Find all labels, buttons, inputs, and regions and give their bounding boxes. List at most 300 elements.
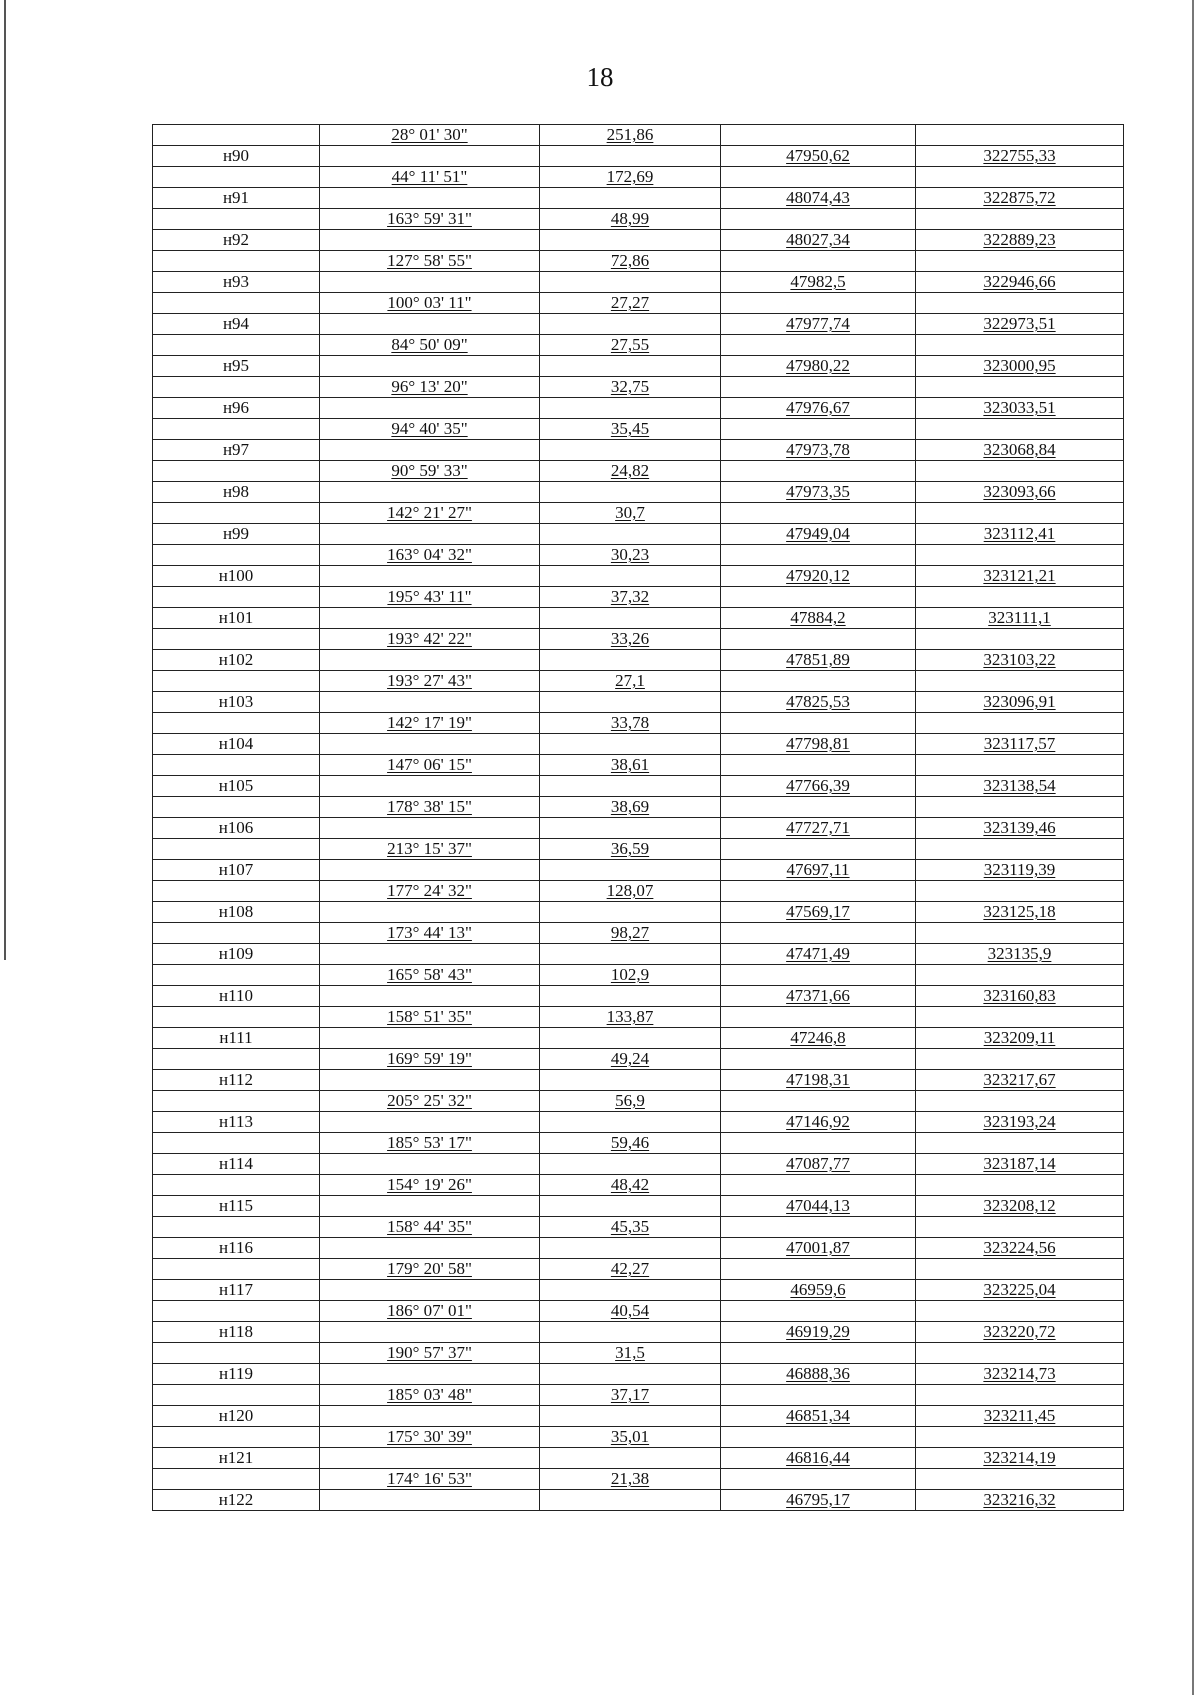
x-coordinate-cell: 48074,43 (721, 188, 916, 209)
x-coordinate-cell (721, 881, 916, 902)
distance-cell: 33,26 (540, 629, 721, 650)
y-coordinate-cell: 323220,72 (916, 1322, 1124, 1343)
table-row (153, 1448, 1124, 1469)
point-name-cell (153, 1343, 320, 1364)
direction-angle-cell: 96° 13' 20" (320, 377, 540, 398)
direction-angle-cell: 190° 57' 37" (320, 1343, 540, 1364)
direction-angle-cell (320, 1028, 540, 1049)
direction-angle-cell: 147° 06' 15" (320, 755, 540, 776)
table-row (153, 524, 1124, 545)
distance-cell: 30,23 (540, 545, 721, 566)
distance-cell: 35,45 (540, 419, 721, 440)
distance-cell (540, 314, 721, 335)
point-name-cell (153, 713, 320, 734)
distance-cell: 24,82 (540, 461, 721, 482)
point-name-cell (153, 629, 320, 650)
x-coordinate-cell: 46888,36 (721, 1364, 916, 1385)
direction-angle-cell: 193° 42' 22" (320, 629, 540, 650)
direction-angle-cell: 28° 01' 30" (320, 125, 540, 146)
direction-angle-cell (320, 482, 540, 503)
point-name-cell: н112 (153, 1070, 320, 1091)
y-coordinate-cell (916, 377, 1124, 398)
distance-cell (540, 1448, 721, 1469)
point-name-cell (153, 1427, 320, 1448)
direction-angle-cell: 213° 15' 37" (320, 839, 540, 860)
y-coordinate-cell (916, 335, 1124, 356)
distance-cell (540, 440, 721, 461)
point-name-cell (153, 251, 320, 272)
direction-angle-cell (320, 1406, 540, 1427)
x-coordinate-cell (721, 1175, 916, 1196)
distance-cell: 49,24 (540, 1049, 721, 1070)
table-row (153, 776, 1124, 797)
y-coordinate-cell (916, 1469, 1124, 1490)
table-row (153, 251, 1124, 272)
x-coordinate-cell: 47087,77 (721, 1154, 916, 1175)
x-coordinate-cell: 47246,8 (721, 1028, 916, 1049)
x-coordinate-cell (721, 587, 916, 608)
x-coordinate-cell: 47950,62 (721, 146, 916, 167)
x-coordinate-cell: 47977,74 (721, 314, 916, 335)
y-coordinate-cell: 323096,91 (916, 692, 1124, 713)
point-name-cell: н114 (153, 1154, 320, 1175)
point-name-cell (153, 209, 320, 230)
distance-cell (540, 692, 721, 713)
table-row (153, 377, 1124, 398)
direction-angle-cell (320, 1490, 540, 1511)
table-row (153, 650, 1124, 671)
point-name-cell: н110 (153, 986, 320, 1007)
x-coordinate-cell: 47766,39 (721, 776, 916, 797)
table-row (153, 1175, 1124, 1196)
x-coordinate-cell (721, 1049, 916, 1070)
y-coordinate-cell (916, 839, 1124, 860)
distance-cell: 72,86 (540, 251, 721, 272)
distance-cell: 40,54 (540, 1301, 721, 1322)
point-name-cell: н103 (153, 692, 320, 713)
table-row (153, 1406, 1124, 1427)
y-coordinate-cell: 323119,39 (916, 860, 1124, 881)
x-coordinate-cell: 47980,22 (721, 356, 916, 377)
x-coordinate-cell: 47727,71 (721, 818, 916, 839)
table-row (153, 209, 1124, 230)
y-coordinate-cell: 323217,67 (916, 1070, 1124, 1091)
distance-cell (540, 1196, 721, 1217)
distance-cell: 38,61 (540, 755, 721, 776)
table-row (153, 692, 1124, 713)
direction-angle-cell (320, 1196, 540, 1217)
direction-angle-cell (320, 566, 540, 587)
direction-angle-cell (320, 944, 540, 965)
y-coordinate-cell (916, 671, 1124, 692)
x-coordinate-cell (721, 251, 916, 272)
table-row (153, 587, 1124, 608)
table-row (153, 1490, 1124, 1511)
y-coordinate-cell: 323208,12 (916, 1196, 1124, 1217)
direction-angle-cell: 195° 43' 11" (320, 587, 540, 608)
direction-angle-cell: 185° 53' 17" (320, 1133, 540, 1154)
x-coordinate-cell: 47973,35 (721, 482, 916, 503)
point-name-cell (153, 545, 320, 566)
direction-angle-cell: 163° 04' 32" (320, 545, 540, 566)
direction-angle-cell: 142° 17' 19" (320, 713, 540, 734)
y-coordinate-cell (916, 1175, 1124, 1196)
direction-angle-cell (320, 986, 540, 1007)
direction-angle-cell: 94° 40' 35" (320, 419, 540, 440)
y-coordinate-cell: 323000,95 (916, 356, 1124, 377)
x-coordinate-cell: 46851,34 (721, 1406, 916, 1427)
x-coordinate-cell (721, 503, 916, 524)
distance-cell (540, 650, 721, 671)
distance-cell: 30,7 (540, 503, 721, 524)
table-row (153, 797, 1124, 818)
distance-cell (540, 1280, 721, 1301)
y-coordinate-cell: 323103,22 (916, 650, 1124, 671)
direction-angle-cell: 177° 24' 32" (320, 881, 540, 902)
y-coordinate-cell (916, 923, 1124, 944)
y-coordinate-cell: 323138,54 (916, 776, 1124, 797)
x-coordinate-cell: 47982,5 (721, 272, 916, 293)
distance-cell: 31,5 (540, 1343, 721, 1364)
point-name-cell (153, 755, 320, 776)
point-name-cell (153, 797, 320, 818)
table-row (153, 923, 1124, 944)
point-name-cell (153, 1049, 320, 1070)
direction-angle-cell (320, 1280, 540, 1301)
y-coordinate-cell: 323193,24 (916, 1112, 1124, 1133)
distance-cell (540, 1490, 721, 1511)
point-name-cell: н108 (153, 902, 320, 923)
direction-angle-cell (320, 776, 540, 797)
table-row (153, 1238, 1124, 1259)
direction-angle-cell: 142° 21' 27" (320, 503, 540, 524)
table-row (153, 671, 1124, 692)
direction-angle-cell: 174° 16' 53" (320, 1469, 540, 1490)
x-coordinate-cell: 47920,12 (721, 566, 916, 587)
x-coordinate-cell (721, 797, 916, 818)
y-coordinate-cell: 323068,84 (916, 440, 1124, 461)
page-number: 18 (586, 62, 614, 92)
table-row (153, 230, 1124, 251)
direction-angle-cell (320, 230, 540, 251)
table-row (153, 1049, 1124, 1070)
y-coordinate-cell (916, 713, 1124, 734)
distance-cell: 172,69 (540, 167, 721, 188)
y-coordinate-cell (916, 293, 1124, 314)
y-coordinate-cell (916, 587, 1124, 608)
distance-cell: 27,55 (540, 335, 721, 356)
point-name-cell (153, 1175, 320, 1196)
distance-cell: 36,59 (540, 839, 721, 860)
x-coordinate-cell (721, 755, 916, 776)
distance-cell (540, 566, 721, 587)
direction-angle-cell: 158° 51' 35" (320, 1007, 540, 1028)
table-row (153, 461, 1124, 482)
point-name-cell: н109 (153, 944, 320, 965)
table-row (153, 818, 1124, 839)
table-row (153, 734, 1124, 755)
x-coordinate-cell: 47371,66 (721, 986, 916, 1007)
direction-angle-cell (320, 398, 540, 419)
direction-angle-cell (320, 650, 540, 671)
direction-angle-cell: 44° 11' 51" (320, 167, 540, 188)
point-name-cell (153, 461, 320, 482)
table-body (153, 125, 1124, 1511)
point-name-cell: н113 (153, 1112, 320, 1133)
point-name-cell: н105 (153, 776, 320, 797)
x-coordinate-cell: 47973,78 (721, 440, 916, 461)
point-name-cell (153, 125, 320, 146)
y-coordinate-cell: 323033,51 (916, 398, 1124, 419)
distance-cell: 35,01 (540, 1427, 721, 1448)
x-coordinate-cell (721, 923, 916, 944)
table-row (153, 902, 1124, 923)
distance-cell (540, 1028, 721, 1049)
x-coordinate-cell: 47884,2 (721, 608, 916, 629)
table-row (153, 146, 1124, 167)
y-coordinate-cell: 323225,04 (916, 1280, 1124, 1301)
x-coordinate-cell: 46795,17 (721, 1490, 916, 1511)
y-coordinate-cell (916, 1343, 1124, 1364)
direction-angle-cell: 173° 44' 13" (320, 923, 540, 944)
point-name-cell: н120 (153, 1406, 320, 1427)
direction-angle-cell (320, 1112, 540, 1133)
point-name-cell (153, 587, 320, 608)
y-coordinate-cell: 323160,83 (916, 986, 1124, 1007)
table-row (153, 440, 1124, 461)
distance-cell: 251,86 (540, 125, 721, 146)
distance-cell: 133,87 (540, 1007, 721, 1028)
point-name-cell (153, 167, 320, 188)
direction-angle-cell (320, 1154, 540, 1175)
distance-cell (540, 1112, 721, 1133)
distance-cell: 37,32 (540, 587, 721, 608)
distance-cell (540, 734, 721, 755)
point-name-cell: н111 (153, 1028, 320, 1049)
y-coordinate-cell (916, 545, 1124, 566)
point-name-cell (153, 1301, 320, 1322)
distance-cell (540, 230, 721, 251)
direction-angle-cell (320, 146, 540, 167)
y-coordinate-cell (916, 1217, 1124, 1238)
x-coordinate-cell (721, 1385, 916, 1406)
point-name-cell: н104 (153, 734, 320, 755)
y-coordinate-cell (916, 1301, 1124, 1322)
direction-angle-cell (320, 524, 540, 545)
x-coordinate-cell: 47044,13 (721, 1196, 916, 1217)
distance-cell (540, 1406, 721, 1427)
point-name-cell: н94 (153, 314, 320, 335)
table-row (153, 293, 1124, 314)
x-coordinate-cell (721, 629, 916, 650)
y-coordinate-cell (916, 1049, 1124, 1070)
point-name-cell: н92 (153, 230, 320, 251)
direction-angle-cell (320, 1322, 540, 1343)
point-name-cell (153, 1133, 320, 1154)
y-coordinate-cell (916, 1385, 1124, 1406)
x-coordinate-cell (721, 419, 916, 440)
y-coordinate-cell: 323139,46 (916, 818, 1124, 839)
distance-cell: 59,46 (540, 1133, 721, 1154)
point-name-cell (153, 1007, 320, 1028)
direction-angle-cell (320, 1070, 540, 1091)
y-coordinate-cell: 323135,9 (916, 944, 1124, 965)
x-coordinate-cell: 46919,29 (721, 1322, 916, 1343)
direction-angle-cell (320, 272, 540, 293)
table-row (153, 629, 1124, 650)
direction-angle-cell: 185° 03' 48" (320, 1385, 540, 1406)
x-coordinate-cell (721, 965, 916, 986)
table-row (153, 713, 1124, 734)
table-row (153, 1343, 1124, 1364)
direction-angle-cell (320, 314, 540, 335)
point-name-cell: н101 (153, 608, 320, 629)
distance-cell (540, 944, 721, 965)
direction-angle-cell: 179° 20' 58" (320, 1259, 540, 1280)
table-row (153, 839, 1124, 860)
x-coordinate-cell: 47697,11 (721, 860, 916, 881)
point-name-cell (153, 503, 320, 524)
y-coordinate-cell (916, 1007, 1124, 1028)
distance-cell (540, 356, 721, 377)
distance-cell (540, 902, 721, 923)
point-name-cell: н97 (153, 440, 320, 461)
point-name-cell (153, 1217, 320, 1238)
point-name-cell: н98 (153, 482, 320, 503)
table-row (153, 125, 1124, 146)
direction-angle-cell (320, 608, 540, 629)
x-coordinate-cell (721, 671, 916, 692)
x-coordinate-cell (721, 1091, 916, 1112)
table-row (153, 272, 1124, 293)
point-name-cell: н122 (153, 1490, 320, 1511)
distance-cell: 56,9 (540, 1091, 721, 1112)
table-row (153, 356, 1124, 377)
table-row (153, 419, 1124, 440)
x-coordinate-cell: 47001,87 (721, 1238, 916, 1259)
distance-cell: 45,35 (540, 1217, 721, 1238)
direction-angle-cell (320, 1448, 540, 1469)
direction-angle-cell (320, 1238, 540, 1259)
distance-cell (540, 1238, 721, 1259)
distance-cell (540, 146, 721, 167)
direction-angle-cell (320, 734, 540, 755)
x-coordinate-cell (721, 335, 916, 356)
point-name-cell (153, 419, 320, 440)
point-name-cell (153, 1469, 320, 1490)
direction-angle-cell (320, 902, 540, 923)
distance-cell (540, 818, 721, 839)
x-coordinate-cell: 47198,31 (721, 1070, 916, 1091)
y-coordinate-cell (916, 503, 1124, 524)
table-row (153, 545, 1124, 566)
direction-angle-cell: 169° 59' 19" (320, 1049, 540, 1070)
table-row (153, 1259, 1124, 1280)
point-name-cell (153, 377, 320, 398)
point-name-cell: н116 (153, 1238, 320, 1259)
table-row (153, 1427, 1124, 1448)
x-coordinate-cell (721, 1427, 916, 1448)
y-coordinate-cell (916, 167, 1124, 188)
boundary-points-table (152, 124, 1124, 1511)
table-row (153, 1196, 1124, 1217)
x-coordinate-cell (721, 461, 916, 482)
y-coordinate-cell: 323121,21 (916, 566, 1124, 587)
y-coordinate-cell (916, 461, 1124, 482)
scan-edge-right (1192, 0, 1194, 1695)
y-coordinate-cell (916, 629, 1124, 650)
table-row (153, 1133, 1124, 1154)
table-row (153, 1154, 1124, 1175)
table-row (153, 1091, 1124, 1112)
point-name-cell (153, 671, 320, 692)
distance-cell (540, 608, 721, 629)
distance-cell: 27,27 (540, 293, 721, 314)
direction-angle-cell: 175° 30' 39" (320, 1427, 540, 1448)
distance-cell (540, 524, 721, 545)
distance-cell (540, 986, 721, 1007)
table-row (153, 1070, 1124, 1091)
table-row (153, 1280, 1124, 1301)
table-row (153, 1112, 1124, 1133)
distance-cell (540, 860, 721, 881)
y-coordinate-cell: 322875,72 (916, 188, 1124, 209)
y-coordinate-cell: 323125,18 (916, 902, 1124, 923)
distance-cell: 33,78 (540, 713, 721, 734)
distance-cell (540, 1364, 721, 1385)
point-name-cell: н121 (153, 1448, 320, 1469)
x-coordinate-cell (721, 377, 916, 398)
table-row (153, 335, 1124, 356)
x-coordinate-cell (721, 839, 916, 860)
point-name-cell: н99 (153, 524, 320, 545)
y-coordinate-cell (916, 1259, 1124, 1280)
table-row (153, 188, 1124, 209)
point-name-cell: н118 (153, 1322, 320, 1343)
point-name-cell: н91 (153, 188, 320, 209)
y-coordinate-cell (916, 419, 1124, 440)
point-name-cell (153, 1091, 320, 1112)
table-row (153, 1028, 1124, 1049)
distance-cell: 38,69 (540, 797, 721, 818)
y-coordinate-cell (916, 755, 1124, 776)
distance-cell: 128,07 (540, 881, 721, 902)
point-name-cell: н90 (153, 146, 320, 167)
point-name-cell (153, 923, 320, 944)
distance-cell: 42,27 (540, 1259, 721, 1280)
direction-angle-cell (320, 188, 540, 209)
table-row (153, 1301, 1124, 1322)
table-row (153, 1217, 1124, 1238)
y-coordinate-cell: 323224,56 (916, 1238, 1124, 1259)
point-name-cell (153, 839, 320, 860)
table-row (153, 314, 1124, 335)
y-coordinate-cell: 323216,32 (916, 1490, 1124, 1511)
x-coordinate-cell: 47146,92 (721, 1112, 916, 1133)
distance-cell (540, 776, 721, 797)
x-coordinate-cell: 47798,81 (721, 734, 916, 755)
x-coordinate-cell (721, 1133, 916, 1154)
table-row (153, 1364, 1124, 1385)
y-coordinate-cell: 323187,14 (916, 1154, 1124, 1175)
distance-cell (540, 272, 721, 293)
distance-cell: 37,17 (540, 1385, 721, 1406)
x-coordinate-cell: 47949,04 (721, 524, 916, 545)
table-row (153, 608, 1124, 629)
direction-angle-cell: 165° 58' 43" (320, 965, 540, 986)
y-coordinate-cell: 323093,66 (916, 482, 1124, 503)
distance-cell: 102,9 (540, 965, 721, 986)
